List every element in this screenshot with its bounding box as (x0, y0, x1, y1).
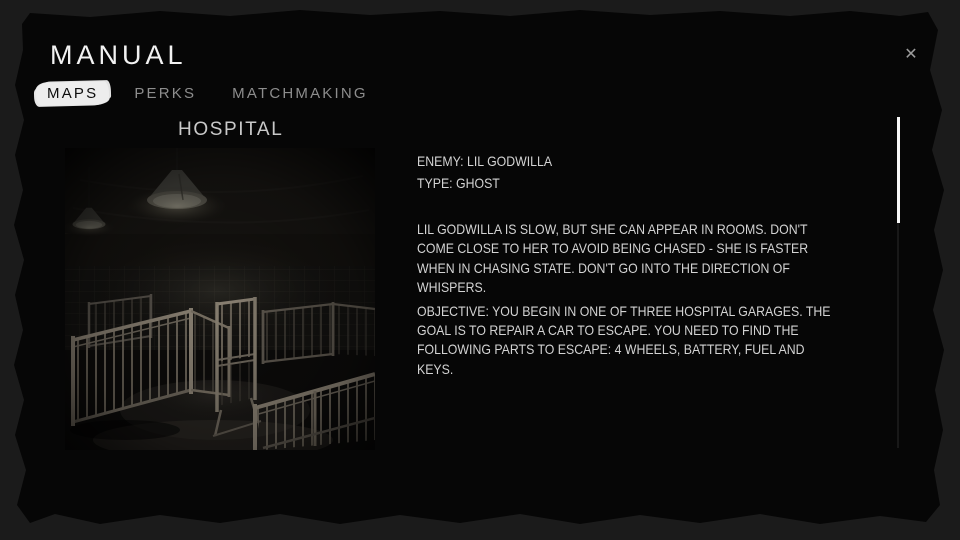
tab-maps[interactable] (38, 82, 107, 105)
tab-maps-label: MAPS (47, 85, 99, 102)
close-button[interactable] (900, 44, 922, 66)
scrollbar-thumb[interactable] (897, 117, 900, 223)
enemy-line: ENEMY: LIL GODWILLA (417, 153, 553, 169)
scrollbar-track[interactable] (897, 117, 899, 448)
tab-matchmaking[interactable] (223, 82, 377, 105)
tab-perks[interactable] (125, 82, 205, 105)
enemy-description: LIL GODWILLA IS SLOW, BUT SHE CAN APPEAR IN ROOMS. DON'T COME CLOSE TO HER TO AVOID BEING CHASED - SHE IS FASTER WHEN IN CHASING STATE. DON'T GO INTO THE DIRECTION OF WHISPERS. (417, 221, 809, 296)
map-preview-image (65, 148, 375, 450)
tab-matchmaking-label: MATCHMAKING (232, 85, 368, 102)
tab-perks-label: PERKS (134, 85, 197, 102)
map-title: HOSPITAL (178, 119, 284, 140)
type-line: TYPE: GHOST (417, 175, 500, 191)
map-info-panel (417, 150, 841, 379)
objective-description: OBJECTIVE: YOU BEGIN IN ONE OF THREE HOSPITAL GARAGES. THE GOAL IS TO REPAIR A CAR TO ESCAPE. YOU NEED TO FIND THE FOLLOWING PARTS TO ESCAPE: 4 WHEELS, BATTERY, FUEL AND KEYS. (417, 302, 831, 377)
close-icon: ✕ (904, 46, 918, 63)
page-title: MANUAL (50, 40, 187, 70)
manual-tabs (38, 82, 377, 105)
